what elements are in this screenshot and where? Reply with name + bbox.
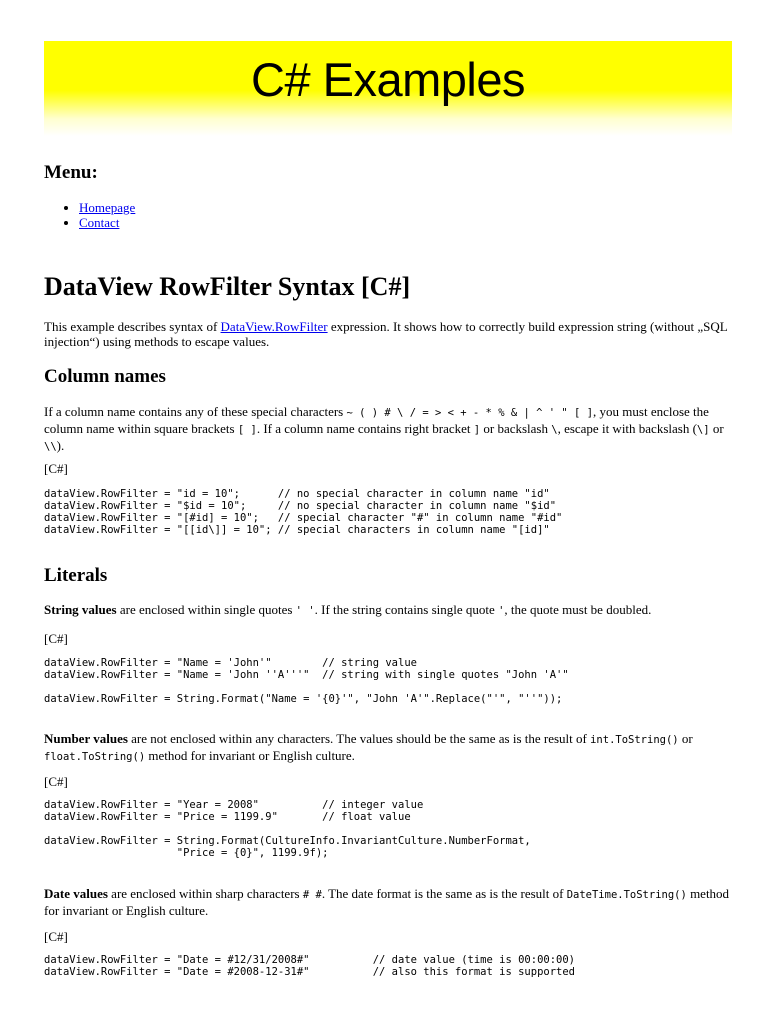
string-values-paragraph: String values are enclosed within single quotes ' '. If the string contains single quote ', the quote must be doubled.	[44, 602, 652, 617]
menu-list	[44, 200, 734, 230]
code-language-label: [C#]	[44, 929, 68, 944]
main-content	[44, 158, 734, 978]
section-heading-literals: Literals	[44, 565, 108, 586]
site-banner	[44, 41, 732, 136]
column-names-paragraph: If a column name contains any of these special characters ~ ( ) # \ / = > < + - * % & | ^ ' " [ ], you must enclose the column name within square brackets [ ]. If a column name contains right bracket ] or backslash \, escape it with backslash (\] or \\).	[44, 404, 724, 453]
intro-paragraph: This example describes syntax of DataView.RowFilter expression. It shows how to correctly build expression string (without „SQL injection“) using methods to escape values.	[44, 319, 728, 349]
date-values-paragraph: Date values are enclosed within sharp characters # #. The date format is the same as is the result of DateTime.ToString() method for invariant or English culture.	[44, 886, 730, 918]
code-language-label: [C#]	[44, 774, 68, 789]
menu-item-contact	[79, 215, 734, 230]
number-values-paragraph: Number values are not enclosed within any characters. The values should be the same as is the result of int.ToString() or float.ToString() method for invariant or English culture.	[44, 731, 693, 763]
menu-item-homepage	[79, 200, 734, 215]
contact-link[interactable]: Contact	[79, 215, 120, 230]
code-block-string-values: dataView.RowFilter = "Name = 'John'" // string value dataView.RowFilter = "Name = 'John ''A'''" // string with single quotes "John 'A'" dataView.RowFilter = String.Format("Name = '{0}'", "John 'A'".Replace("'", "''"));	[44, 657, 569, 705]
homepage-link[interactable]: Homepage	[79, 200, 136, 215]
rowfilter-link[interactable]: DataView.RowFilter	[220, 319, 328, 334]
menu-heading: Menu:	[44, 162, 98, 183]
code-block-date-values: dataView.RowFilter = "Date = #12/31/2008#" // date value (time is 00:00:00) dataView.RowFilter = "Date = #2008-12-31#" // also this format is supported	[44, 954, 576, 978]
code-block-number-values: dataView.RowFilter = "Year = 2008" // integer value dataView.RowFilter = "Price = 1199.9" // float value dataView.RowFilter = String.Format(CultureInfo.InvariantCulture.NumberFormat, "Price = {0}", 1199.9f);	[44, 799, 531, 859]
page-title: DataView RowFilter Syntax [C#]	[44, 272, 411, 301]
code-block-column-names: dataView.RowFilter = "id = 10"; // no special character in column name "id" dataView.RowFilter = "$id = 10"; // no special character in column name "$id" dataView.RowFilter = "[#id] = 10"; // special character "#" in column name "#id" dataView.RowFilter = "[[id\]] = 10"; // special characters in column name "[id]"	[44, 488, 563, 536]
site-title: C# Examples	[251, 53, 525, 106]
section-heading-column-names: Column names	[44, 366, 166, 387]
code-language-label: [C#]	[44, 631, 68, 646]
code-language-label: [C#]	[44, 461, 68, 476]
